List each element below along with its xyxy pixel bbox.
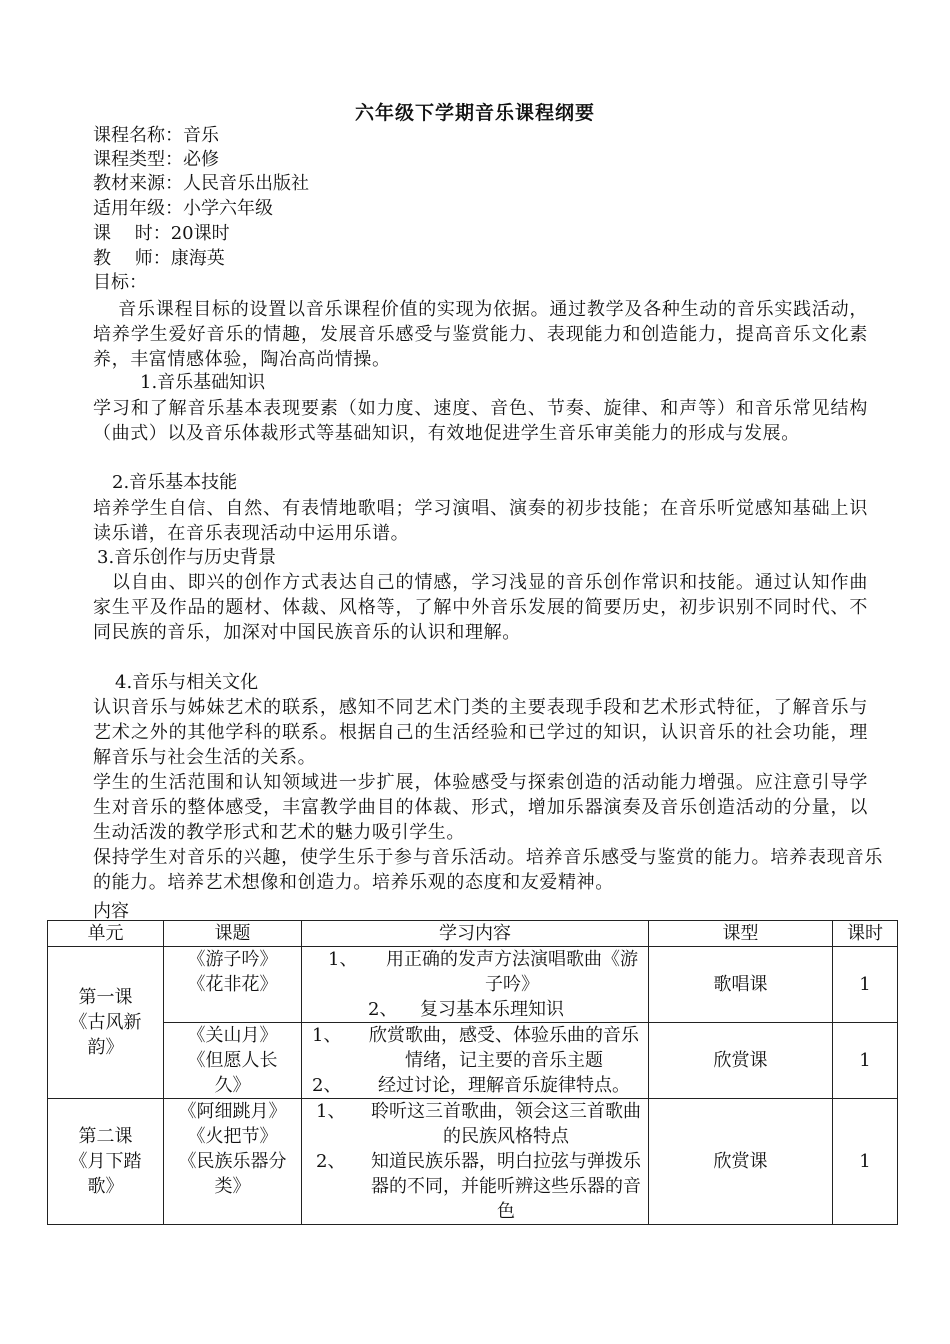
header-hours: 课时 (833, 921, 898, 947)
document-title: 六年级下学期音乐课程纲要 (354, 102, 595, 124)
header-topic: 课题 (164, 921, 302, 947)
unit-line: 歌》 (87, 1176, 124, 1197)
unit-cell (48, 947, 164, 1099)
topic-line: 《但愿人长 (187, 1050, 278, 1071)
unit-line: 《月下踏 (69, 1151, 142, 1172)
type-cell: 欣赏课 (649, 1099, 833, 1225)
info-hours: 课 时：20课时 (93, 223, 230, 244)
hours-cell: 1 (833, 1099, 898, 1225)
topic-line: 《游子吟》 (187, 949, 278, 970)
content-item: 1、 用正确的发声方法演唱歌曲《游子吟》 (328, 949, 638, 995)
section-text-1: 学习和了解音乐基本表现要素（如力度、速度、音色、节奏、旋律、和声等）和音乐常见结构（曲式）以及音乐体裁形式等基础知识，有效地促进学生音乐审美能力的形成与发展。 (93, 398, 868, 444)
header-type: 课型 (649, 921, 833, 947)
course-table (47, 920, 898, 1225)
section-heading-1: 1.音乐基础知识 (140, 372, 266, 393)
topic-cell (164, 947, 302, 1023)
section-text-2: 培养学生自信、自然、有表情地歌唱；学习演唱、演奏的初步技能；在音乐听觉感知基础上识读乐谱，在音乐表现活动中运用乐谱。 (93, 498, 868, 544)
content-cell (302, 1099, 649, 1225)
topic-line: 《关山月》 (187, 1025, 278, 1046)
type-cell: 歌唱课 (649, 947, 833, 1023)
section-text-3: 以自由、即兴的创作方式表达自己的情感，学习浅显的音乐创作常识和技能。通过认知作曲家生平及作品的题材、体裁、风格等，了解中外音乐发展的简要历史，初步识别不同时代、不同民族的音乐，加深对中国民族音乐的认识和理解。 (93, 572, 868, 643)
goal-label: 目标： (93, 272, 147, 293)
topic-line: 类》 (214, 1176, 251, 1197)
topic-cell (164, 1099, 302, 1225)
content-item: 1、 聆听这三首歌曲，领会这三首歌曲的民族风格特点 (316, 1101, 641, 1147)
unit-line: 《古风新 (69, 1012, 142, 1033)
table-header-row (48, 921, 898, 947)
info-teacher: 教 师：康海英 (93, 248, 225, 269)
paragraph-goals-summary: 保持学生对音乐的兴趣，使学生乐于参与音乐活动。培养音乐感受与鉴赏的能力。培养表现音乐的能力。培养艺术想像和创造力。培养乐观的态度和友爱精神。 (93, 847, 883, 893)
content-item: 2、 经过讨论，理解音乐旋律特点。 (312, 1075, 630, 1096)
topic-cell (164, 1023, 302, 1099)
paragraph-learners: 学生的生活范围和认知领域进一步扩展，体验感受与探索创造的活动能力增强。应注意引导学生对音乐的整体感受，丰富教学曲目的体裁、形式，增加乐器演奏及音乐创造活动的分量，以生动活泼的教学形式和艺术的魅力吸引学生。 (93, 772, 868, 843)
header-content: 学习内容 (302, 921, 649, 947)
unit-line: 第二课 (78, 1126, 133, 1147)
info-course-name: 课程名称：音乐 (93, 125, 219, 146)
topic-line: 久》 (214, 1075, 251, 1096)
section-heading-2: 2.音乐基本技能 (112, 472, 238, 493)
info-textbook: 教材来源：人民音乐出版社 (93, 173, 309, 194)
table-row (48, 947, 898, 1023)
topic-line: 《花非花》 (187, 974, 278, 995)
info-grade: 适用年级：小学六年级 (93, 198, 273, 219)
unit-line: 韵》 (87, 1037, 124, 1058)
content-item: 1、 欣赏歌曲，感受、体验乐曲的音乐情绪，记主要的音乐主题 (312, 1025, 639, 1071)
content-item: 2、 知道民族乐器，明白拉弦与弹拨乐器的不同，并能听辨这些乐器的音色 (316, 1151, 641, 1222)
unit-line: 第一课 (78, 987, 133, 1008)
topic-line: 《火把节》 (187, 1126, 278, 1147)
info-course-type: 课程类型：必修 (93, 149, 219, 170)
hours-cell: 1 (833, 947, 898, 1023)
topic-line: 《阿细跳月》 (178, 1101, 287, 1122)
goal-intro: 音乐课程目标的设置以音乐课程价值的实现为依据。通过教学及各种生动的音乐实践活动，培养学生爱好音乐的情趣，发展音乐感受与鉴赏能力、表现能力和创造能力，提高音乐文化素养，丰富情感体验，陶冶高尚情操。 (93, 299, 868, 370)
topic-line: 《民族乐器分 (178, 1151, 287, 1172)
content-item: 2、 复习基本乐理知识 (368, 999, 564, 1020)
section-heading-4: 4.音乐与相关文化 (115, 672, 259, 693)
section-heading-3: 3.音乐创作与历史背景 (97, 547, 277, 568)
table-row (48, 1023, 898, 1099)
content-cell (302, 947, 649, 1023)
content-cell (302, 1023, 649, 1099)
unit-cell (48, 1099, 164, 1225)
content-label: 内容 (93, 901, 129, 922)
hours-cell: 1 (833, 1023, 898, 1099)
header-unit: 单元 (48, 921, 164, 947)
section-text-4: 认识音乐与姊妹艺术的联系，感知不同艺术门类的主要表现手段和艺术形式特征，了解音乐与艺术之外的其他学科的联系。根据自己的生活经验和已学过的知识，认识音乐的社会功能，理解音乐与社会生活的关系。 (93, 697, 868, 768)
table-row (48, 1099, 898, 1225)
type-cell: 欣赏课 (649, 1023, 833, 1099)
